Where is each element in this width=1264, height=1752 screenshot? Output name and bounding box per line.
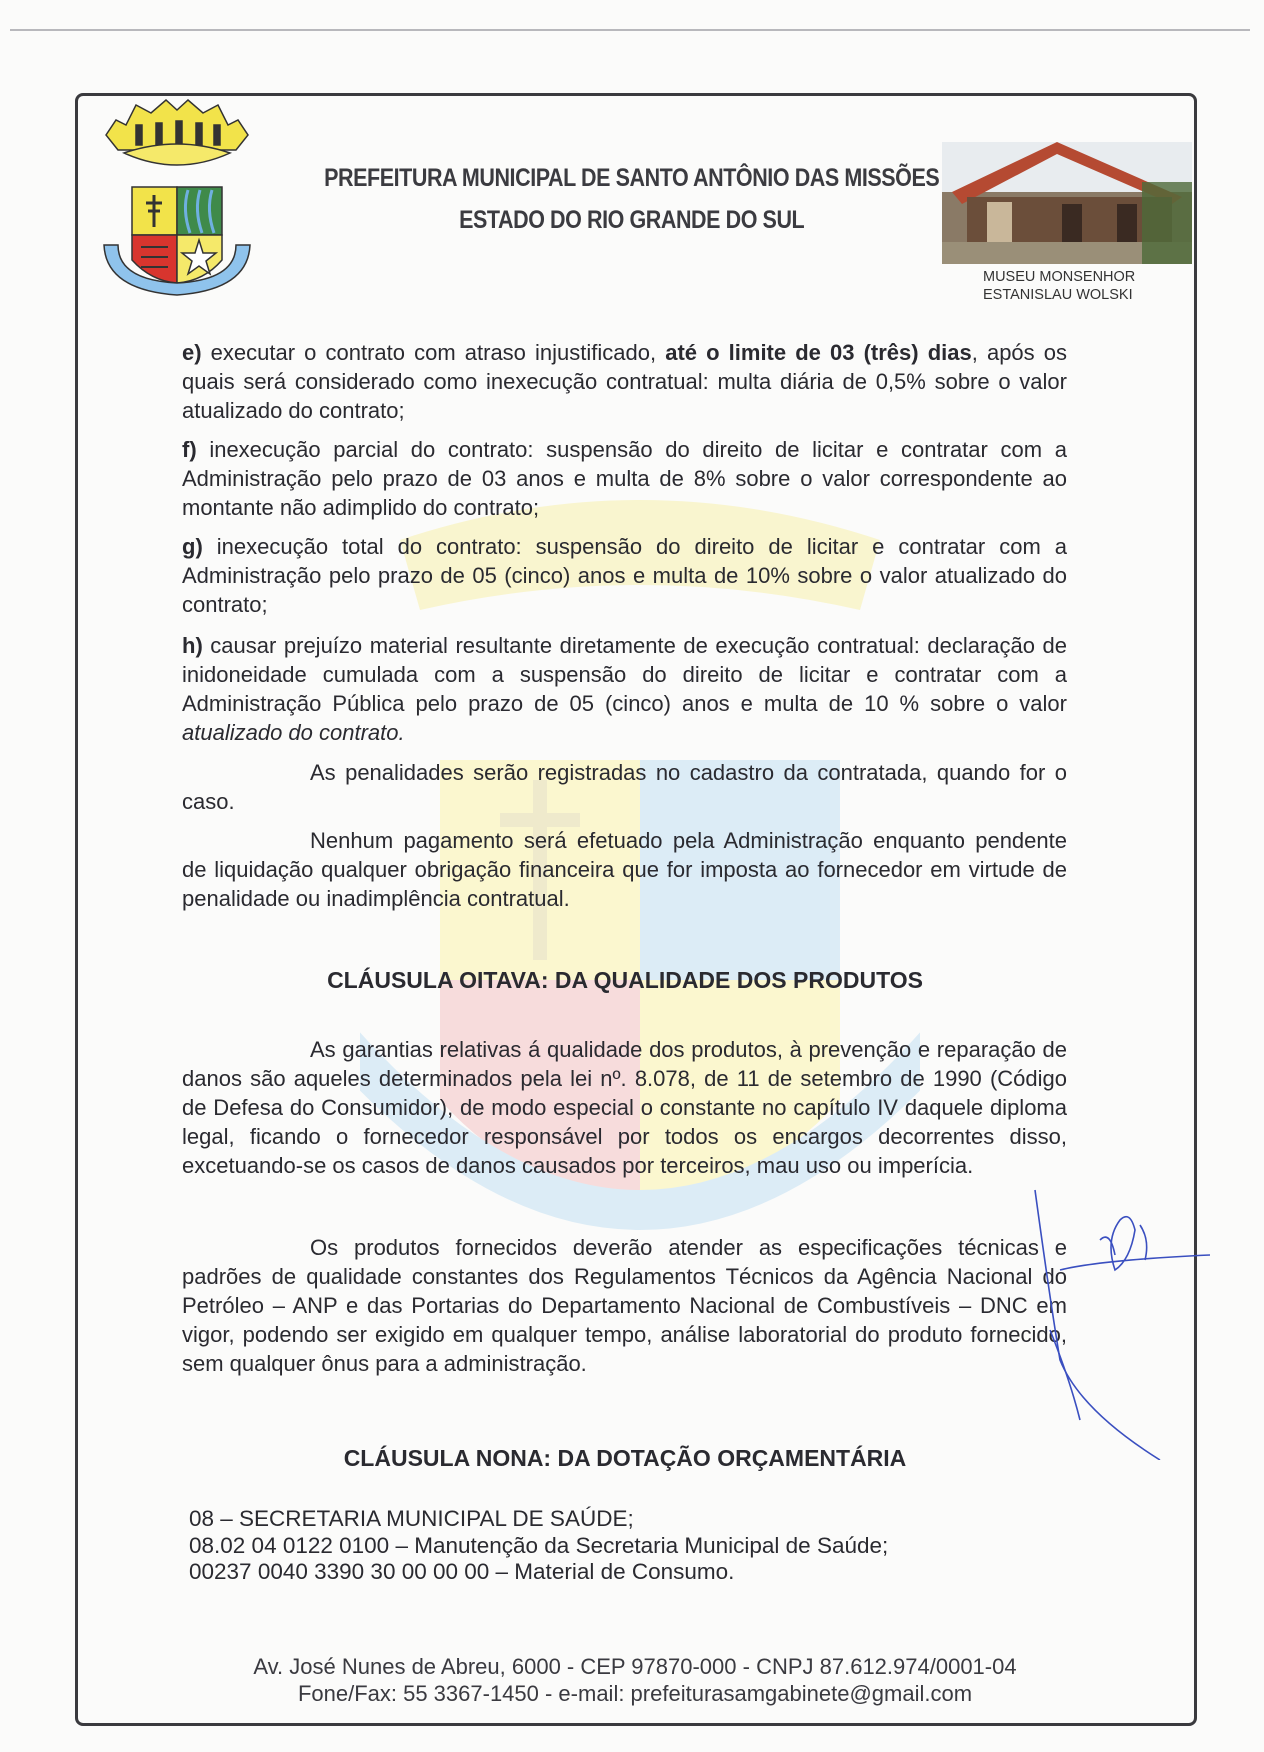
text: , após os quais será considerado como inexecução contratual: multa diária de 0,5% sobre o valor atualizado do contrato;: [182, 340, 1068, 423]
budget-lines: [189, 1506, 888, 1586]
paragraph-h: [182, 631, 1067, 747]
italic-text: atualizado do contrato.: [182, 720, 405, 745]
item-label: e): [182, 340, 202, 365]
budget-line: 00237 0040 3390 30 00 00 00 – Material de Consumo.: [189, 1559, 735, 1584]
handwritten-signature: [1020, 1180, 1220, 1460]
paragraph-f: [182, 435, 1067, 522]
paragraph-pagamento: Nenhum pagamento será efetuado pela Administração enquanto pendente de liquidação qualquer obrigação financeira que for imposta ao fornecedor em virtude de penalidade ou inadimplência contratual.: [182, 828, 1067, 911]
paragraph-garantias: As garantias relativas á qualidade dos produtos, à prevenção e reparação de danos são aqueles determinados pela lei nº. 8.078, de 11 de setembro de 1990 (Código de Defesa do Consumidor), de modo especial o constante no capítulo IV daquele diploma legal, ficando o fornecedor responsável por todos os encargos decorrentes disso, excetuando-se os casos de danos causados por terceiros, mau uso ou imperícia.: [182, 1037, 1067, 1178]
bold-text: até o limite de 03 (três) dias: [665, 340, 972, 365]
paragraph-g: [182, 532, 1067, 619]
scan-top-line: [10, 29, 1250, 31]
item-label: g): [182, 534, 203, 559]
heading-clausula-oitava: CLÁUSULA OITAVA: DA QUALIDADE DOS PRODUTOS: [327, 967, 923, 993]
budget-line: 08.02 04 0122 0100 – Manutenção da Secretaria Municipal de Saúde;: [189, 1532, 889, 1558]
footer-contact: Fone/Fax: 55 3367-1450 - e-mail: prefeiturasamgabinete@gmail.com: [297, 1681, 973, 1706]
municipal-crest-logo: [96, 95, 258, 297]
paragraph-penalidades: As penalidades serão registradas no cadastro da contratada, quando for o caso.: [182, 760, 1067, 814]
museum-photo: [942, 142, 1192, 264]
text: causar prejuízo material resultante diretamente de execução contratual: declaração de inidoneidade cumulada com a suspensão do direito de licitar e contratar com a Administração Pública pelo prazo de 05 (cinco) anos e multa de 10 % sobre o valor: [182, 633, 1067, 716]
footer: [0, 1653, 1264, 1707]
state-title: ESTADO DO RIO GRANDE DO SUL: [459, 206, 805, 234]
text: inexecução total do contrato: suspensão do direito de licitar e contratar com a Administração pelo prazo de 05 (cinco) anos e multa de 10% sobre o valor atualizado do contrato;: [182, 534, 1067, 617]
item-label: h): [182, 633, 203, 658]
budget-line: 08 – SECRETARIA MUNICIPAL DE SAÚDE;: [189, 1506, 634, 1531]
item-label: f): [182, 437, 197, 462]
heading-clausula-nona: CLÁUSULA NONA: DA DOTAÇÃO ORÇAMENTÁRIA: [343, 1445, 907, 1471]
caption-line: ESTANISLAU WOLSKI: [983, 287, 1133, 303]
caption-line: MUSEU MONSENHOR: [983, 269, 1136, 285]
paragraph-produtos: Os produtos fornecidos deverão atender as especificações técnicas e padrões de qualidade constantes dos Regulamentos Técnicos da Agência Nacional do Petróleo – ANP e das Portarias do Departamento Nacional de Combustíveis – DNC em vigor, podendo ser exigido em qualquer tempo, análise laboratorial do produto fornecido, sem qualquer ônus para a administração.: [182, 1235, 1067, 1376]
museum-caption: [983, 268, 1135, 304]
municipality-title: PREFEITURA MUNICIPAL DE SANTO ANTÔNIO DAS MISSÕES: [324, 164, 940, 192]
text: executar o contrato com atraso injustificado,: [201, 340, 666, 365]
paragraph-e: [182, 338, 1067, 425]
footer-address: Av. José Nunes de Abreu, 6000 - CEP 97870-000 - CNPJ 87.612.974/0001-04: [253, 1654, 1017, 1679]
text: inexecução parcial do contrato: suspensão do direito de licitar e contratar com a Administração pelo prazo de 03 anos e multa de 8% sobre o valor correspondente ao montante não adimplido do contrato;: [182, 437, 1067, 520]
